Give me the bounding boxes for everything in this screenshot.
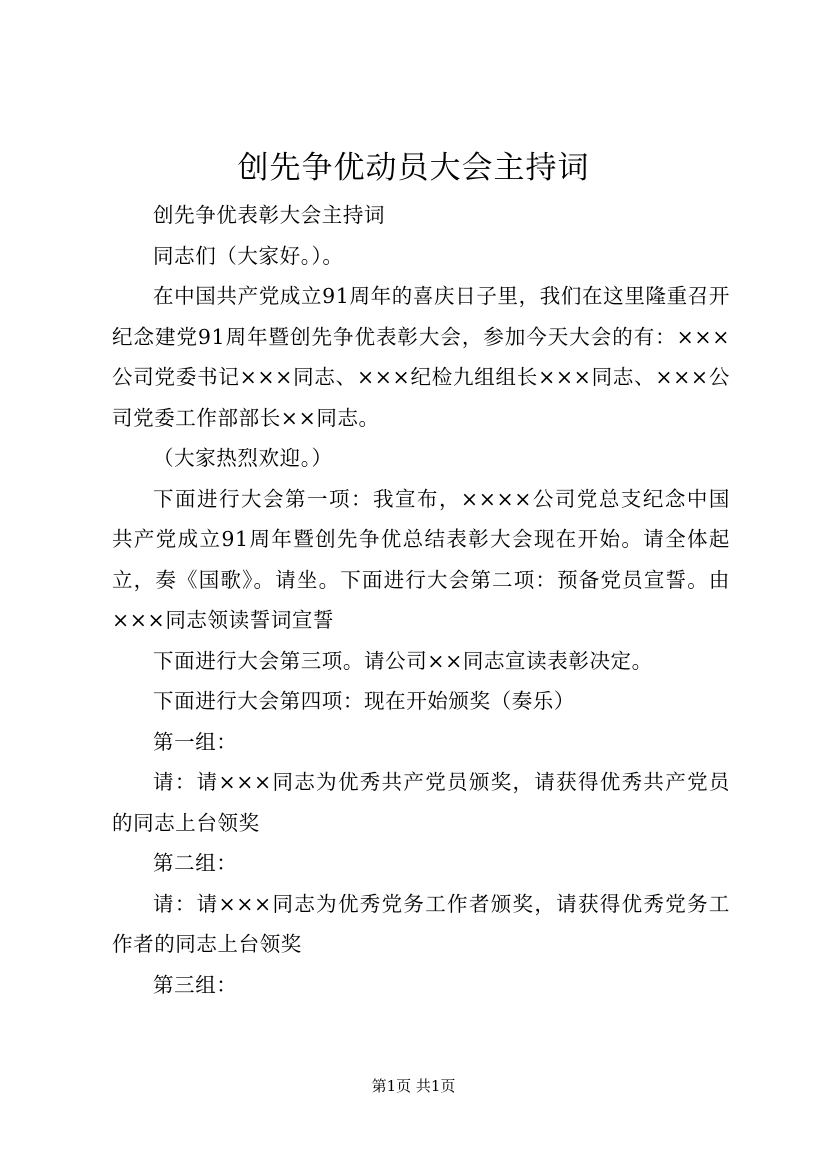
paragraph-group-three: 第三组： bbox=[153, 972, 238, 997]
page-footer: 第1页 共1页 bbox=[371, 1077, 456, 1095]
paragraph-item-four: 下面进行大会第四项：现在开始颁奖（奏乐） bbox=[153, 689, 575, 713]
paragraph-group-two-award: 请：请×××同志为优秀党务工作者颁奖，请获得优秀党务工作者的同志上台领奖 bbox=[112, 891, 730, 956]
paragraph-item-one: 下面进行大会第一项：我宣布，××××公司党总支纪念中国共产党成立91周年暨创先争优总结表彰大会现在开始。请全体起立，奏《国歌》。请坐。下面进行大会第二项：预备党员宣誓。由×××同志领读誓词宣誓 bbox=[112, 486, 730, 632]
paragraph-group-one: 第一组： bbox=[153, 729, 238, 754]
document-title: 创先争优动员大会主持词 bbox=[237, 150, 590, 186]
paragraph-item-three: 下面进行大会第三项。请公司××同志宣读表彰决定。 bbox=[153, 648, 653, 673]
paragraph-welcome: （大家热烈欢迎。） bbox=[153, 446, 333, 470]
paragraph-greeting: 同志们（大家好。）。 bbox=[153, 243, 344, 268]
document-body bbox=[112, 195, 730, 1005]
paragraph-attendees: 在中国共产党成立91周年的喜庆日子里，我们在这里隆重召开纪念建党91周年暨创先争优表彰大会，参加今天大会的有：×××公司党委书记×××同志、×××纪检九组组长×××同志、×××公司党委工作部部长××同志。 bbox=[112, 284, 730, 430]
paragraph-group-one-award: 请：请×××同志为优秀共产党员颁奖，请获得优秀共产党员的同志上台领奖 bbox=[112, 770, 730, 835]
paragraph-subtitle: 创先争优表彰大会主持词 bbox=[153, 203, 386, 227]
paragraph-group-two: 第二组： bbox=[153, 851, 238, 875]
